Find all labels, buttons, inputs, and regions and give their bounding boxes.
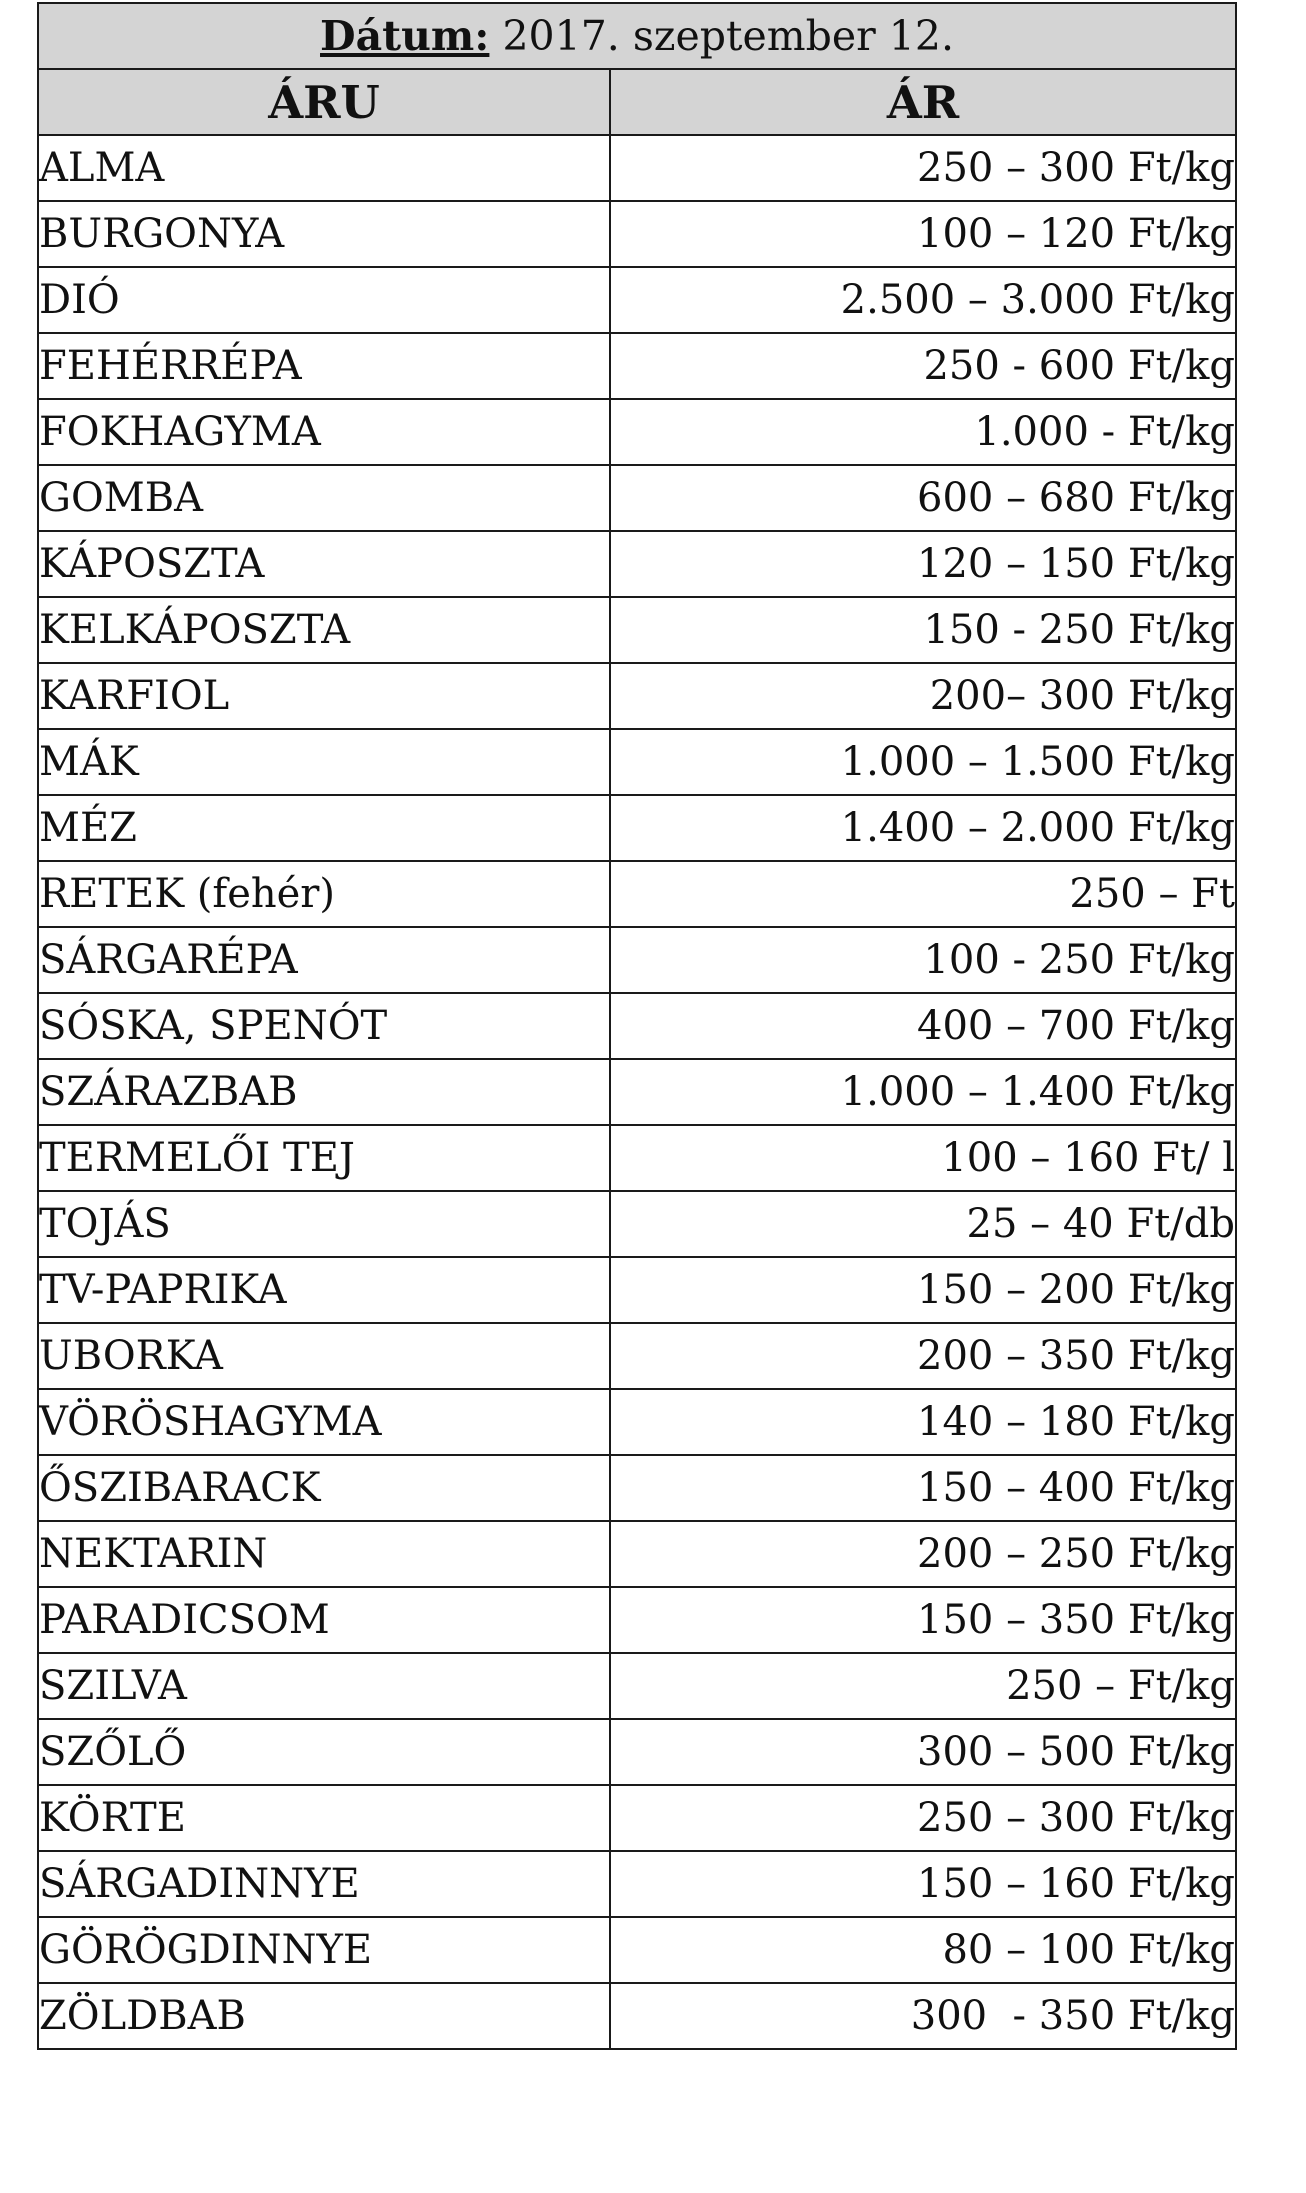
- date-label: Dátum:: [320, 12, 490, 60]
- table-row: [38, 1917, 1236, 1983]
- item-price: 250 – 300 Ft/kg: [610, 135, 1236, 201]
- table-row: [38, 531, 1236, 597]
- item-price: 200 – 350 Ft/kg: [610, 1323, 1236, 1389]
- item-name: KARFIOL: [38, 663, 610, 729]
- item-price: 150 – 160 Ft/kg: [610, 1851, 1236, 1917]
- date-row: [38, 3, 1236, 69]
- item-price: 100 – 160 Ft/ l: [610, 1125, 1236, 1191]
- item-name: SÁRGADINNYE: [38, 1851, 610, 1917]
- item-price: 200– 300 Ft/kg: [610, 663, 1236, 729]
- item-price: 80 – 100 Ft/kg: [610, 1917, 1236, 1983]
- item-name: GOMBA: [38, 465, 610, 531]
- table-row: [38, 861, 1236, 927]
- item-price: 250 – Ft: [610, 861, 1236, 927]
- table-row: [38, 1059, 1236, 1125]
- item-name: TERMELŐI TEJ: [38, 1125, 610, 1191]
- item-name: UBORKA: [38, 1323, 610, 1389]
- table-row: [38, 267, 1236, 333]
- price-table: [37, 2, 1237, 2050]
- item-price: 150 – 400 Ft/kg: [610, 1455, 1236, 1521]
- price-rows: [38, 135, 1236, 2049]
- item-price: 600 – 680 Ft/kg: [610, 465, 1236, 531]
- item-price: 250 – 300 Ft/kg: [610, 1785, 1236, 1851]
- table-row: [38, 1191, 1236, 1257]
- table-row: [38, 135, 1236, 201]
- item-name: SÓSKA, SPENÓT: [38, 993, 610, 1059]
- table-row: [38, 1125, 1236, 1191]
- item-price: 2.500 – 3.000 Ft/kg: [610, 267, 1236, 333]
- table-row: [38, 1257, 1236, 1323]
- item-name: FEHÉRRÉPA: [38, 333, 610, 399]
- table-row: [38, 1785, 1236, 1851]
- item-price: 150 – 350 Ft/kg: [610, 1587, 1236, 1653]
- table-row: [38, 993, 1236, 1059]
- item-name: GÖRÖGDINNYE: [38, 1917, 610, 1983]
- table-row: [38, 597, 1236, 663]
- item-name: FOKHAGYMA: [38, 399, 610, 465]
- item-price: 1.000 - Ft/kg: [610, 399, 1236, 465]
- item-name: NEKTARIN: [38, 1521, 610, 1587]
- column-header-price: ÁR: [610, 69, 1236, 135]
- table-row: [38, 1455, 1236, 1521]
- item-name: TV-PAPRIKA: [38, 1257, 610, 1323]
- item-name: RETEK (fehér): [38, 861, 610, 927]
- item-price: 1.400 – 2.000 Ft/kg: [610, 795, 1236, 861]
- item-name: VÖRÖSHAGYMA: [38, 1389, 610, 1455]
- item-name: SZŐLŐ: [38, 1719, 610, 1785]
- item-price: 100 - 250 Ft/kg: [610, 927, 1236, 993]
- item-price: 250 - 600 Ft/kg: [610, 333, 1236, 399]
- table-row: [38, 399, 1236, 465]
- table-row: [38, 1653, 1236, 1719]
- table-row: [38, 1389, 1236, 1455]
- table-row: [38, 1851, 1236, 1917]
- item-name: MÁK: [38, 729, 610, 795]
- item-price: 100 – 120 Ft/kg: [610, 201, 1236, 267]
- table-row: [38, 1587, 1236, 1653]
- table-row: [38, 1521, 1236, 1587]
- item-name: SZILVA: [38, 1653, 610, 1719]
- item-name: DIÓ: [38, 267, 610, 333]
- item-price: 120 – 150 Ft/kg: [610, 531, 1236, 597]
- date-value: 2017. szeptember 12.: [502, 12, 954, 60]
- table-row: [38, 795, 1236, 861]
- item-name: SZÁRAZBAB: [38, 1059, 610, 1125]
- column-header-item: ÁRU: [38, 69, 610, 135]
- item-name: KÖRTE: [38, 1785, 610, 1851]
- table-row: [38, 201, 1236, 267]
- item-price: 25 – 40 Ft/db: [610, 1191, 1236, 1257]
- table-row: [38, 729, 1236, 795]
- item-name: SÁRGARÉPA: [38, 927, 610, 993]
- table-row: [38, 1323, 1236, 1389]
- item-price: 150 - 250 Ft/kg: [610, 597, 1236, 663]
- table-row: [38, 1983, 1236, 2049]
- table-row: [38, 465, 1236, 531]
- item-name: KELKÁPOSZTA: [38, 597, 610, 663]
- item-name: ALMA: [38, 135, 610, 201]
- item-name: BURGONYA: [38, 201, 610, 267]
- table-row: [38, 333, 1236, 399]
- item-price: 1.000 – 1.500 Ft/kg: [610, 729, 1236, 795]
- item-price: 300 – 500 Ft/kg: [610, 1719, 1236, 1785]
- column-header-row: [38, 69, 1236, 135]
- item-name: PARADICSOM: [38, 1587, 610, 1653]
- table-row: [38, 663, 1236, 729]
- item-price: 200 – 250 Ft/kg: [610, 1521, 1236, 1587]
- item-price: 250 – Ft/kg: [610, 1653, 1236, 1719]
- item-price: 400 – 700 Ft/kg: [610, 993, 1236, 1059]
- item-name: MÉZ: [38, 795, 610, 861]
- item-price: 300 - 350 Ft/kg: [610, 1983, 1236, 2049]
- item-price: 140 – 180 Ft/kg: [610, 1389, 1236, 1455]
- item-name: ŐSZIBARACK: [38, 1455, 610, 1521]
- item-name: TOJÁS: [38, 1191, 610, 1257]
- item-name: KÁPOSZTA: [38, 531, 610, 597]
- item-name: ZÖLDBAB: [38, 1983, 610, 2049]
- table-row: [38, 927, 1236, 993]
- date-cell: [38, 3, 1236, 69]
- item-price: 150 – 200 Ft/kg: [610, 1257, 1236, 1323]
- table-row: [38, 1719, 1236, 1785]
- item-price: 1.000 – 1.400 Ft/kg: [610, 1059, 1236, 1125]
